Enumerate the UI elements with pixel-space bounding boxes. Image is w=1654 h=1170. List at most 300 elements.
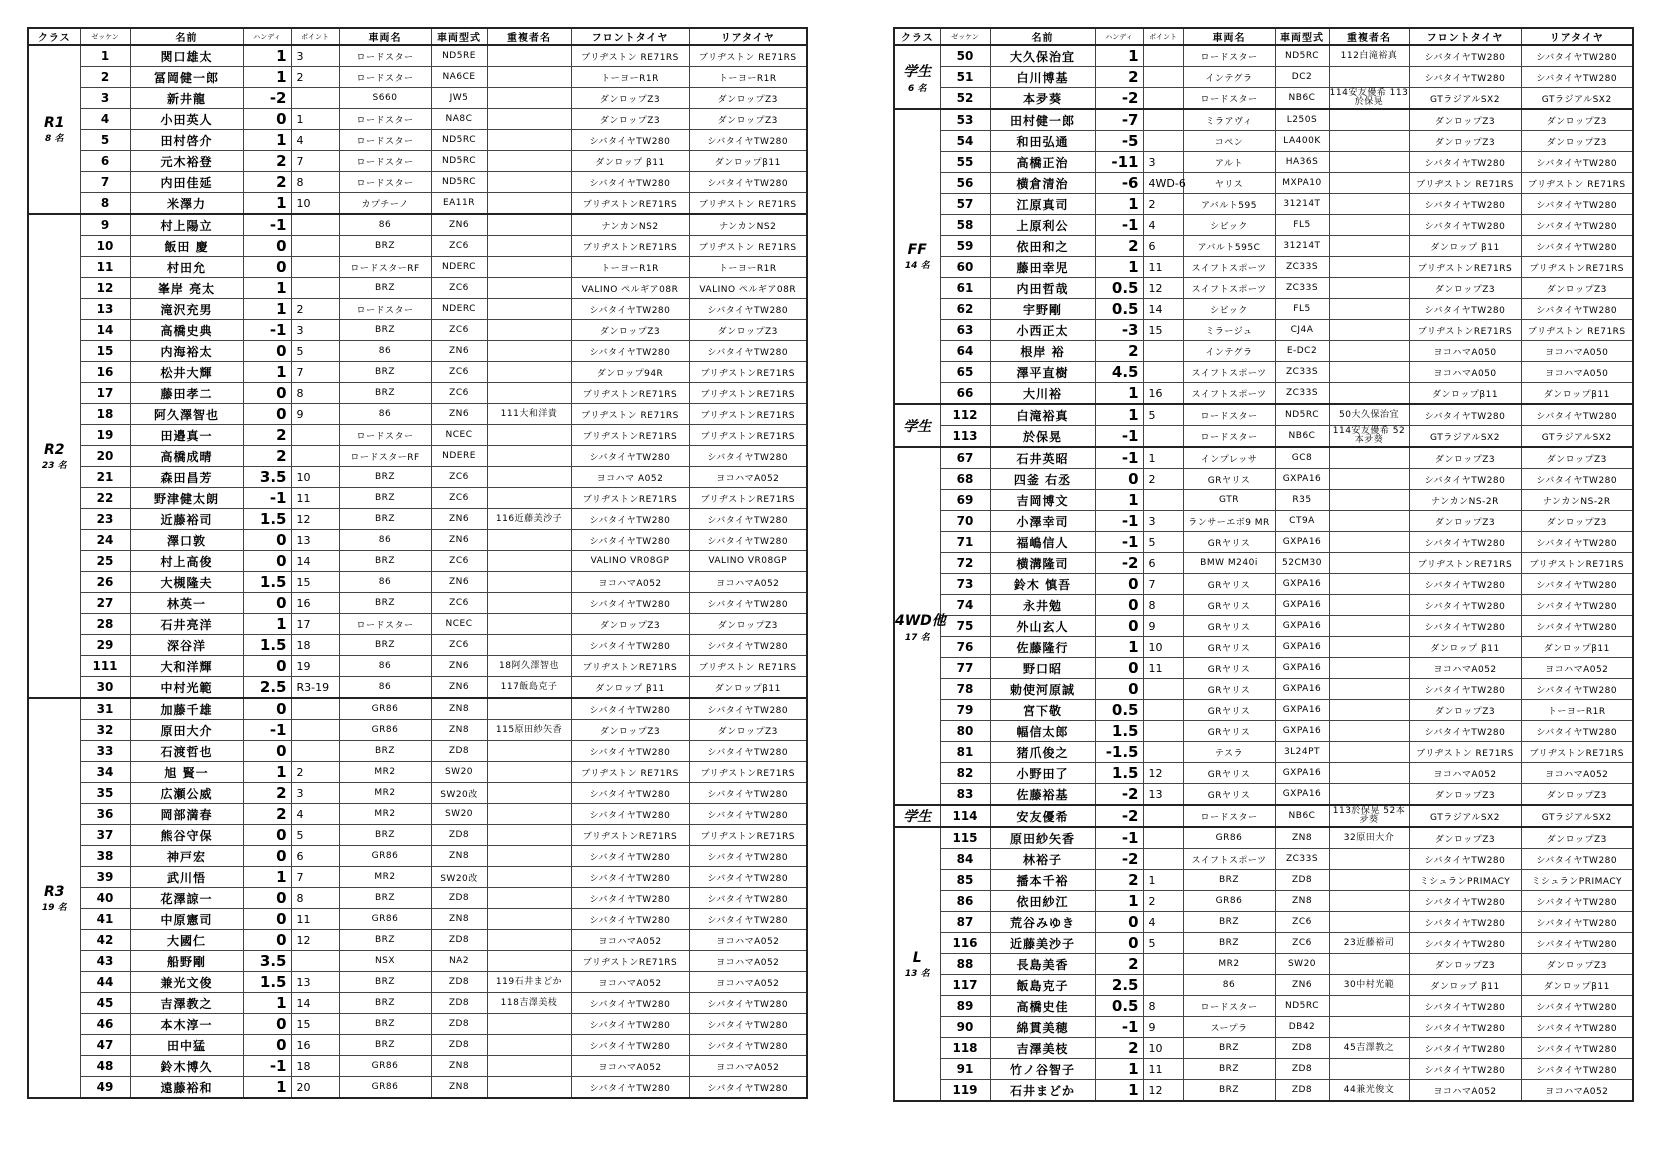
cell-type: ZC33S [1275, 362, 1329, 383]
cell-dup [487, 1077, 571, 1099]
cell-type: ZN6 [431, 572, 487, 593]
cell-dup: 118吉澤美枝 [487, 993, 571, 1014]
table-row [894, 469, 1633, 490]
cell-rear: シバタイヤTW280 [1521, 1017, 1633, 1038]
cell-car: スイフトスポーツ [1183, 278, 1275, 299]
column-header-no: ゼッケン [940, 28, 990, 45]
class-cell [894, 827, 940, 1101]
cell-handi: 0.5 [1095, 278, 1143, 299]
cell-no: 86 [940, 891, 990, 912]
cell-handi: -2 [1095, 805, 1143, 827]
cell-point: 5 [1143, 933, 1183, 954]
cell-handi: 0 [243, 257, 291, 278]
cell-point [1143, 426, 1183, 448]
cell-handi: 0 [1095, 933, 1143, 954]
cell-rear: ダンロップβ11 [689, 677, 807, 699]
table-row [894, 1080, 1633, 1102]
cell-handi: 1 [1095, 891, 1143, 912]
cell-point: 11 [1143, 658, 1183, 679]
table-row [28, 762, 807, 783]
cell-rear: シバタイヤTW280 [689, 1035, 807, 1056]
cell-car: スープラ [1183, 1017, 1275, 1038]
cell-rear: ヨコハマA052 [689, 930, 807, 951]
column-header-dup: 重複者名 [1329, 28, 1409, 45]
cell-type: ND5RC [1275, 404, 1329, 426]
cell-type: CT9A [1275, 511, 1329, 532]
cell-type: R35 [1275, 490, 1329, 511]
cell-car: GR86 [339, 846, 431, 867]
table-row [28, 488, 807, 509]
cell-type: ND5RC [431, 172, 487, 193]
cell-car: BRZ [339, 593, 431, 614]
table-row [894, 849, 1633, 870]
cell-dup [1329, 532, 1409, 553]
cell-car: GRヤリス [1183, 532, 1275, 553]
cell-car: ロードスター [339, 45, 431, 67]
cell-type: ZN6 [431, 214, 487, 236]
cell-car: BRZ [339, 509, 431, 530]
cell-car: BRZ [1183, 1059, 1275, 1080]
class-cell [894, 805, 940, 827]
cell-name: 関口雄太 [130, 45, 243, 67]
cell-car: GR86 [1183, 827, 1275, 849]
cell-front: ブリヂストンRE71RS [571, 425, 689, 446]
cell-no: 63 [940, 320, 990, 341]
cell-point: 2 [1143, 891, 1183, 912]
table-row [28, 278, 807, 299]
cell-rear: シバタイヤTW280 [689, 888, 807, 909]
cell-front: ブリヂストンRE71RS [1409, 257, 1521, 278]
cell-point: 12 [291, 930, 339, 951]
cell-dup [1329, 679, 1409, 700]
table-row [894, 700, 1633, 721]
class-count: 23 名 [41, 460, 67, 471]
cell-front: シバタイヤTW280 [571, 993, 689, 1014]
cell-handi: 1 [1095, 194, 1143, 215]
cell-car: ロードスター [1183, 996, 1275, 1017]
column-header-point: ポイント [291, 28, 339, 45]
cell-car: GRヤリス [1183, 784, 1275, 806]
cell-name: 石井英昭 [990, 447, 1095, 469]
cell-car: BRZ [339, 741, 431, 762]
cell-dup [487, 320, 571, 341]
cell-name: 外山玄人 [990, 616, 1095, 637]
cell-front: シバタイヤTW280 [1409, 45, 1521, 67]
cell-name: 大槻隆夫 [130, 572, 243, 593]
cell-point: 10 [291, 467, 339, 488]
cell-point: 12 [291, 509, 339, 530]
cell-front: ヨコハマA050 [1409, 341, 1521, 362]
cell-name: 高橋成晴 [130, 446, 243, 467]
table-row [28, 425, 807, 446]
cell-type: ZD8 [431, 1014, 487, 1035]
cell-name: 宇野剛 [990, 299, 1095, 320]
table-row [894, 278, 1633, 299]
cell-front: ブリヂストン RE71RS [571, 404, 689, 425]
cell-handi: 0 [1095, 616, 1143, 637]
cell-no: 115 [940, 827, 990, 849]
cell-no: 47 [80, 1035, 130, 1056]
cell-handi: 2 [1095, 67, 1143, 88]
cell-dup [1329, 236, 1409, 257]
cell-rear: シバタイヤTW280 [689, 299, 807, 320]
cell-type: NB6C [1275, 426, 1329, 448]
cell-point: 7 [291, 151, 339, 172]
cell-rear: ダンロップZ3 [689, 614, 807, 635]
cell-type: NCEC [431, 614, 487, 635]
cell-handi: 0.5 [1095, 700, 1143, 721]
cell-name: 幅信太郎 [990, 721, 1095, 742]
cell-car: シビック [1183, 215, 1275, 236]
cell-name: 田村健一郎 [990, 109, 1095, 131]
cell-handi: 0 [243, 341, 291, 362]
cell-car: ロードスター [339, 67, 431, 88]
cell-name: 小澤幸司 [990, 511, 1095, 532]
table-row [28, 172, 807, 193]
cell-name: 吉岡博文 [990, 490, 1095, 511]
cell-dup [1329, 152, 1409, 173]
cell-no: 65 [940, 362, 990, 383]
cell-front: シバタイヤTW280 [1409, 67, 1521, 88]
cell-front: シバタイヤTW280 [1409, 194, 1521, 215]
cell-name: 江原真司 [990, 194, 1095, 215]
cell-rear: ヨコハマA052 [689, 951, 807, 972]
cell-point: 4 [1143, 912, 1183, 933]
cell-car: 86 [339, 656, 431, 677]
cell-front: ダンロップZ3 [571, 109, 689, 130]
table-row [894, 616, 1633, 637]
cell-point: 11 [1143, 257, 1183, 278]
cell-type: ZN6 [431, 656, 487, 677]
cell-car: BRZ [339, 635, 431, 656]
cell-no: 6 [80, 151, 130, 172]
cell-car: BRZ [339, 236, 431, 257]
cell-type: 31214T [1275, 236, 1329, 257]
cell-front: シバタイヤTW280 [1409, 1017, 1521, 1038]
cell-car: GRヤリス [1183, 763, 1275, 784]
cell-rear: ヨコハマA050 [1521, 341, 1633, 362]
cell-rear: シバタイヤTW280 [689, 509, 807, 530]
cell-dup [1329, 173, 1409, 194]
cell-dup [487, 825, 571, 846]
cell-rear: シバタイヤTW280 [1521, 152, 1633, 173]
cell-front: シバタイヤTW280 [571, 783, 689, 804]
cell-rear: ダンロップZ3 [1521, 511, 1633, 532]
cell-front: ヨコハマA052 [1409, 1080, 1521, 1102]
cell-type: GXPA16 [1275, 763, 1329, 784]
table-row [28, 783, 807, 804]
cell-dup [1329, 870, 1409, 891]
cell-no: 69 [940, 490, 990, 511]
cell-type: ZC33S [1275, 383, 1329, 405]
cell-type: L250S [1275, 109, 1329, 131]
cell-front: シバタイヤTW280 [1409, 1059, 1521, 1080]
cell-car: GR86 [339, 909, 431, 930]
cell-car: ロードスター [339, 109, 431, 130]
cell-rear: GTラジアルSX2 [1521, 805, 1633, 827]
cell-type: JW5 [431, 88, 487, 109]
cell-type: ZN6 [1275, 975, 1329, 996]
cell-front: シバタイヤTW280 [571, 299, 689, 320]
table-row [894, 236, 1633, 257]
cell-point [291, 425, 339, 446]
cell-name: 中村光範 [130, 677, 243, 699]
cell-front: シバタイヤTW280 [571, 741, 689, 762]
cell-type: ZC6 [1275, 933, 1329, 954]
cell-dup: 44兼光俊文 [1329, 1080, 1409, 1102]
cell-dup [1329, 341, 1409, 362]
cell-dup [1329, 257, 1409, 278]
table-row [894, 131, 1633, 152]
cell-type: ZN6 [431, 677, 487, 699]
cell-car: MR2 [339, 804, 431, 825]
table-row [894, 173, 1633, 194]
column-header-type: 車両型式 [1275, 28, 1329, 45]
cell-car: BRZ [339, 362, 431, 383]
column-header-type: 車両型式 [431, 28, 487, 45]
cell-no: 12 [80, 278, 130, 299]
table-row [28, 45, 807, 67]
cell-car: 86 [1183, 975, 1275, 996]
cell-name: 勅使河原誠 [990, 679, 1095, 700]
cell-type: FL5 [1275, 299, 1329, 320]
cell-rear: シバタイヤTW280 [1521, 299, 1633, 320]
cell-no: 24 [80, 530, 130, 551]
cell-name: 野口昭 [990, 658, 1095, 679]
table-row [28, 1056, 807, 1077]
cell-name: 四釜 右丞 [990, 469, 1095, 490]
cell-point: 14 [291, 993, 339, 1014]
table-row [28, 509, 807, 530]
cell-dup [1329, 194, 1409, 215]
cell-point: 1 [291, 109, 339, 130]
cell-point: 5 [1143, 404, 1183, 426]
cell-handi: 0 [243, 109, 291, 130]
cell-handi: 0 [1095, 595, 1143, 616]
cell-point [1143, 721, 1183, 742]
column-header-rear: リアタイヤ [1521, 28, 1633, 45]
cell-name: 内海裕太 [130, 341, 243, 362]
cell-no: 52 [940, 88, 990, 110]
cell-no: 119 [940, 1080, 990, 1102]
table-row [894, 383, 1633, 405]
cell-car: ロードスター [339, 425, 431, 446]
cell-front: シバタイヤTW280 [571, 804, 689, 825]
cell-front: シバタイヤTW280 [571, 509, 689, 530]
entry-table [27, 27, 808, 1099]
class-cell [28, 214, 80, 698]
cell-car: BRZ [339, 1035, 431, 1056]
cell-dup [487, 299, 571, 320]
cell-no: 70 [940, 511, 990, 532]
cell-name: 佐藤裕基 [990, 784, 1095, 806]
cell-dup [1329, 131, 1409, 152]
cell-point: 12 [1143, 1080, 1183, 1102]
cell-front: ダンロップZ3 [1409, 784, 1521, 806]
cell-handi: 4.5 [1095, 362, 1143, 383]
cell-handi: 0 [243, 236, 291, 257]
cell-front: ヨコハマA052 [1409, 658, 1521, 679]
cell-dup [1329, 616, 1409, 637]
cell-name: 福嶋信人 [990, 532, 1095, 553]
column-header-cls: クラス [894, 28, 940, 45]
cell-dup [1329, 574, 1409, 595]
cell-name: 近藤美沙子 [990, 933, 1095, 954]
cell-no: 1 [80, 45, 130, 67]
table-row [28, 677, 807, 699]
cell-no: 21 [80, 467, 130, 488]
cell-point: 20 [291, 1077, 339, 1099]
cell-car: GR86 [339, 720, 431, 741]
cell-rear: シバタイヤTW280 [689, 446, 807, 467]
table-row [894, 954, 1633, 975]
cell-type: NA8C [431, 109, 487, 130]
cell-no: 33 [80, 741, 130, 762]
cell-dup [1329, 996, 1409, 1017]
cell-front: ダンロップZ3 [571, 320, 689, 341]
cell-front: シバタイヤTW280 [571, 172, 689, 193]
cell-front: シバタイヤTW280 [1409, 912, 1521, 933]
table-row [894, 595, 1633, 616]
cell-type: ZD8 [1275, 1080, 1329, 1102]
cell-type: SW20 [431, 804, 487, 825]
cell-rear: ブリヂストン RE71RS [689, 193, 807, 215]
cell-name: 白滝裕真 [990, 404, 1095, 426]
table-row [894, 299, 1633, 320]
cell-type: FL5 [1275, 215, 1329, 236]
cell-handi: 0 [243, 741, 291, 762]
cell-no: 114 [940, 805, 990, 827]
cell-car: BRZ [339, 1014, 431, 1035]
cell-handi: 1 [243, 299, 291, 320]
class-name: R1 [43, 115, 65, 131]
cell-point: 9 [1143, 616, 1183, 637]
cell-name: 藤田幸児 [990, 257, 1095, 278]
cell-car: ランサーエボ9 MR [1183, 511, 1275, 532]
cell-car: アルト [1183, 152, 1275, 173]
cell-dup [1329, 490, 1409, 511]
cell-no: 29 [80, 635, 130, 656]
cell-no: 66 [940, 383, 990, 405]
cell-dup [487, 888, 571, 909]
cell-rear: シバタイヤTW280 [1521, 45, 1633, 67]
cell-no: 89 [940, 996, 990, 1017]
cell-handi: -2 [1095, 88, 1143, 110]
cell-front: シバタイヤTW280 [571, 867, 689, 888]
cell-dup [1329, 700, 1409, 721]
cell-handi: 2 [243, 151, 291, 172]
cell-point: 2 [1143, 469, 1183, 490]
cell-rear: ダンロップβ11 [1521, 975, 1633, 996]
cell-point [1143, 67, 1183, 88]
cell-name: 飯島克子 [990, 975, 1095, 996]
cell-front: シバタイヤTW280 [1409, 574, 1521, 595]
cell-type: ZN6 [431, 404, 487, 425]
cell-dup [1329, 447, 1409, 469]
cell-rear: ダンロップβ11 [689, 151, 807, 172]
cell-point [1143, 362, 1183, 383]
cell-rear: シバタイヤTW280 [689, 1014, 807, 1035]
cell-handi: 1.5 [243, 509, 291, 530]
cell-name: 旭 賢一 [130, 762, 243, 783]
cell-car: BRZ [1183, 870, 1275, 891]
cell-no: 32 [80, 720, 130, 741]
cell-type: GXPA16 [1275, 532, 1329, 553]
table-row [28, 320, 807, 341]
cell-front: ブリヂストンRE71RS [571, 488, 689, 509]
cell-point: 8 [291, 888, 339, 909]
table-row [28, 151, 807, 172]
cell-front: ヨコハマ A052 [571, 467, 689, 488]
cell-front: VALINO ペルギア08R [571, 278, 689, 299]
cell-front: GTラジアルSX2 [1409, 805, 1521, 827]
table-row [28, 1014, 807, 1035]
table-row [894, 88, 1633, 110]
cell-dup [487, 109, 571, 130]
cell-point: 8 [291, 383, 339, 404]
cell-car: アバルト595 [1183, 194, 1275, 215]
cell-front: シバタイヤTW280 [571, 888, 689, 909]
cell-point: 9 [1143, 1017, 1183, 1038]
cell-dup: 50大久保治宜 [1329, 404, 1409, 426]
cell-car: ロードスター [339, 172, 431, 193]
cell-dup [487, 846, 571, 867]
cell-type: ZC6 [431, 320, 487, 341]
table-row [894, 45, 1633, 67]
cell-front: ブリヂストン RE71RS [1409, 173, 1521, 194]
cell-dup [1329, 109, 1409, 131]
cell-rear: ブリヂストンRE71RS [689, 425, 807, 446]
table-row [894, 426, 1633, 448]
cell-front: シバタイヤTW280 [571, 341, 689, 362]
column-header-front: フロントタイヤ [571, 28, 689, 45]
cell-car: GTR [1183, 490, 1275, 511]
cell-rear: ヨコハマA052 [1521, 658, 1633, 679]
cell-type: 31214T [1275, 194, 1329, 215]
cell-rear: ブリヂストン RE71RS [689, 45, 807, 67]
cell-dup: 114安友優希 52本夛葵 [1329, 426, 1409, 448]
cell-point: 2 [291, 67, 339, 88]
cell-no: 38 [80, 846, 130, 867]
cell-front: シバタイヤTW280 [571, 1077, 689, 1099]
cell-dup [1329, 1059, 1409, 1080]
cell-type: ZC6 [431, 467, 487, 488]
class-name: 学生 [903, 63, 932, 80]
cell-dup [1329, 742, 1409, 763]
cell-car: カプチーノ [339, 193, 431, 215]
cell-type: ND5RE [431, 45, 487, 67]
cell-type: ZN8 [431, 909, 487, 930]
cell-name: 船野剛 [130, 951, 243, 972]
class-count: 13 名 [904, 968, 930, 979]
cell-name: 石井まどか [990, 1080, 1095, 1102]
cell-type: ZN8 [1275, 891, 1329, 912]
cell-name: 田中猛 [130, 1035, 243, 1056]
table-row [894, 742, 1633, 763]
class-cell [28, 698, 80, 1098]
cell-rear: GTラジアルSX2 [1521, 88, 1633, 110]
cell-no: 67 [940, 447, 990, 469]
cell-car: ロードスター [339, 614, 431, 635]
cell-front: ブリヂストンRE71RS [571, 383, 689, 404]
cell-dup [487, 257, 571, 278]
class-count: 6 名 [908, 83, 927, 94]
cell-no: 9 [80, 214, 130, 236]
cell-front: シバタイヤTW280 [1409, 404, 1521, 426]
cell-front: ダンロップ β11 [1409, 236, 1521, 257]
cell-front: シバタイヤTW280 [1409, 679, 1521, 700]
cell-front: シバタイヤTW280 [571, 1035, 689, 1056]
